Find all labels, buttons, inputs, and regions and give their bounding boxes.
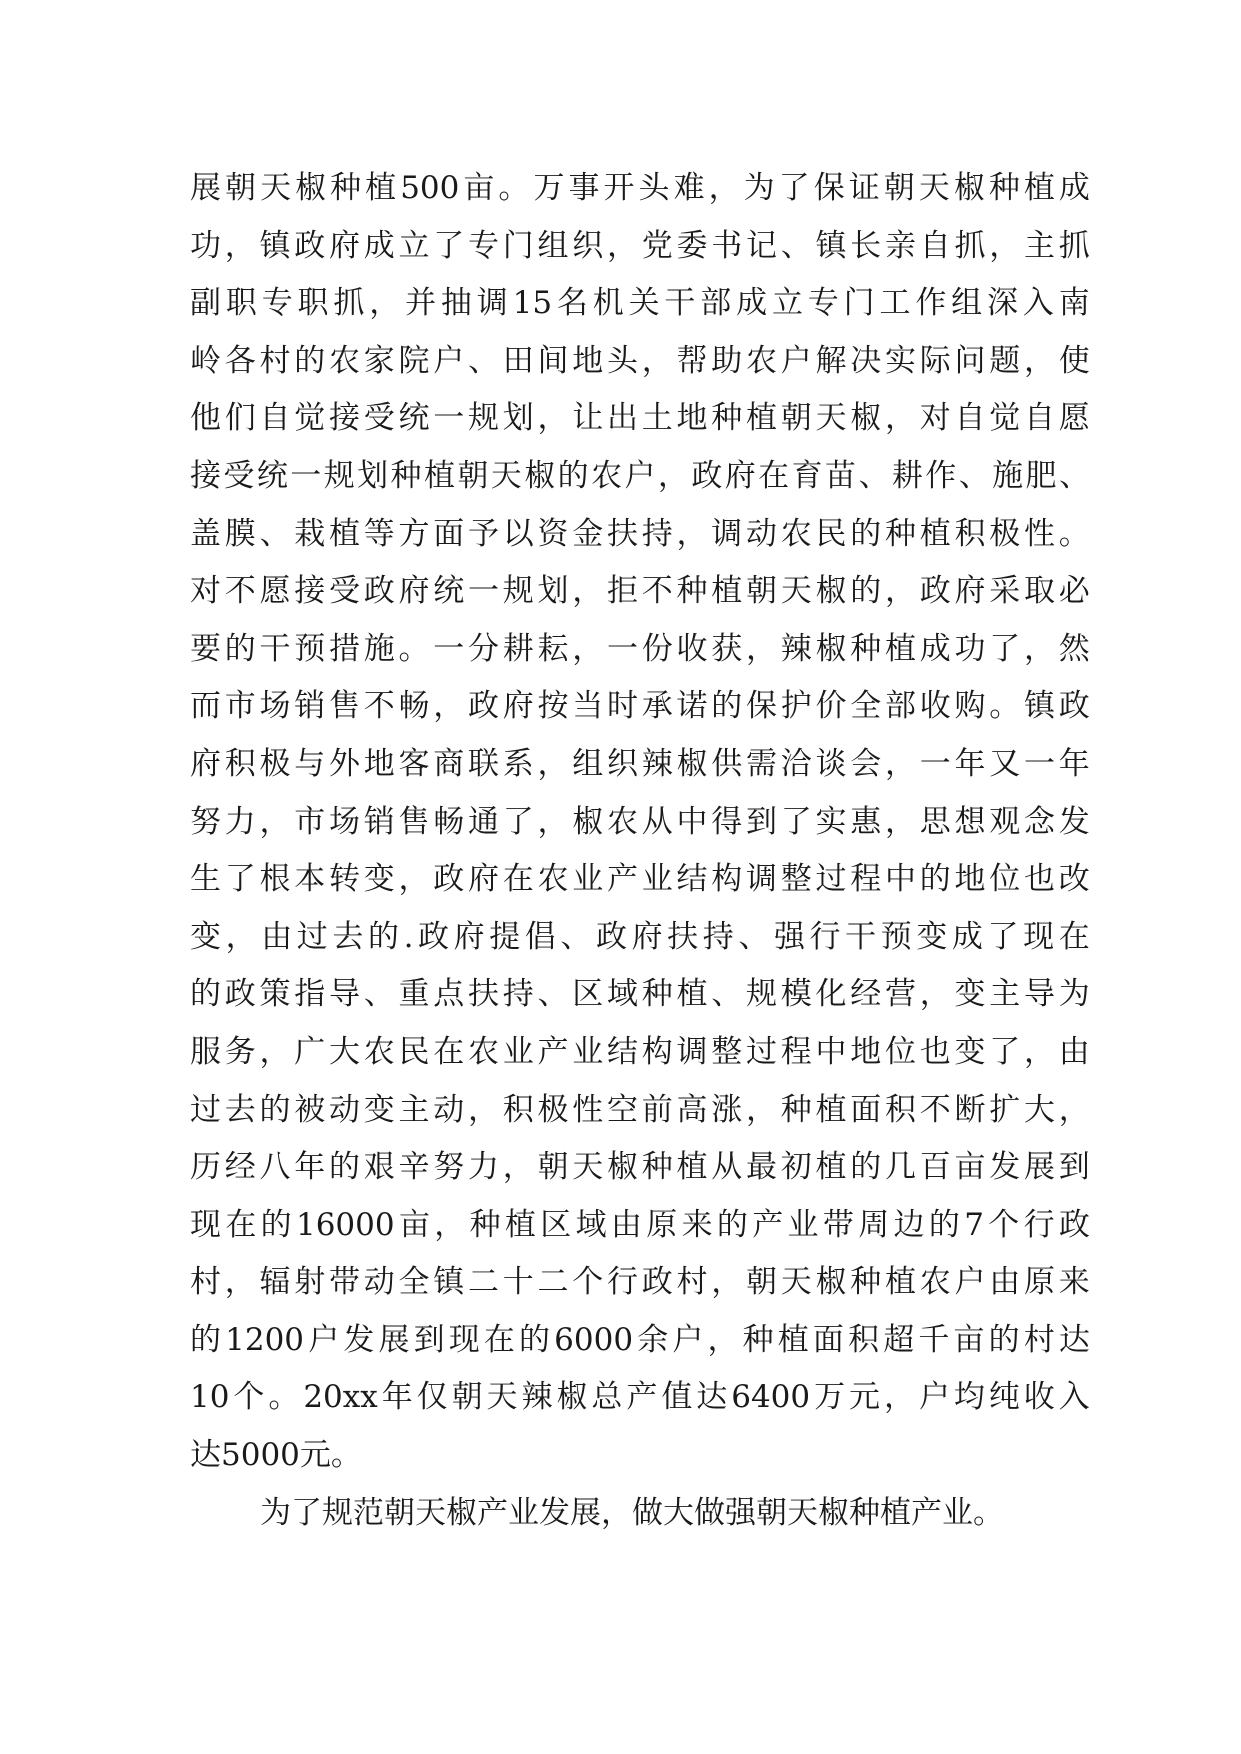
text-line: 功 ， 镇 政 府 成 立 了 专 门 组 织 ， 党 委 书 记 、 镇 长 亲 自 抓 ， 主 抓 (190, 227, 1090, 264)
text-line: 他 们 自 觉 接 受 统 一 规 划 ， 让 出 土 地 种 植 朝 天 椒 ， 对 自 觉 自 愿 (190, 400, 1090, 437)
text-line: 村 ， 辐 射 带 动 全 镇 二 十 二 个 行 政 村 ， 朝 天 椒 种 植 农 户 由 原 来 (190, 1264, 1090, 1301)
text-line: 的 1200 户 发 展 到 现 在 的 6000 余 户 ， 种 植 面 积 超 千 亩 的 村 达 (190, 1321, 1090, 1358)
text-line: 副 职 专 职 抓 ， 并 抽 调 15 名 机 关 干 部 成 立 专 门 工 作 组 深 入 南 (190, 285, 1090, 322)
text-line: 府 积 极 与 外 地 客 商 联 系 ， 组 织 辣 椒 供 需 洽 谈 会 ， 一 年 又 一 年 (190, 745, 1090, 782)
text-line: 对 不 愿 接 受 政 府 统 一 规 划 ， 拒 不 种 植 朝 天 椒 的 ， 政 府 采 取 必 (190, 573, 1090, 610)
body-text (190, 160, 1090, 1542)
text-line: 展 朝 天 椒 种 植 500 亩 。 万 事 开 头 难 ， 为 了 保 证 朝 天 椒 种 植 成 (190, 170, 1090, 206)
text-line: 10 个 。 20xx 年 仅 朝 天 辣 椒 总 产 值 达 6400 万 元 ， 户 均 纯 收 入 (190, 1379, 1090, 1416)
text-line: 努 力 ， 市 场 销 售 畅 通 了 ， 椒 农 从 中 得 到 了 实 惠 ， 思 想 观 念 发 (190, 803, 1090, 840)
text-line: 生 了 根 本 转 变 ， 政 府 在 农 业 产 业 结 构 调 整 过 程 中 的 地 位 也 改 (190, 861, 1090, 898)
text-line: 历 经 八 年 的 艰 辛 努 力 ， 朝 天 椒 种 植 从 最 初 植 的 几 百 亩 发 展 到 (190, 1149, 1090, 1186)
paragraph-end-line: 达5000元。 (190, 1437, 362, 1474)
text-line: 的 政 策 指 导 、 重 点 扶 持 、 区 域 种 植 、 规 模 化 经 营 ， 变 主 导 为 (190, 976, 1090, 1013)
text-line: 而 市 场 销 售 不 畅 ， 政 府 按 当 时 承 诺 的 保 护 价 全 部 收 购 。 镇 政 (190, 688, 1090, 725)
text-line: 服 务 ， 广 大 农 民 在 农 业 产 业 结 构 调 整 过 程 中 地 位 也 变 了 ， 由 (190, 1033, 1090, 1070)
text-line: 要 的 干 预 措 施 。 一 分 耕 耘 ， 一 份 收 获 ， 辣 椒 种 植 成 功 了 ， 然 (190, 630, 1090, 667)
text-line: 接 受 统 一 规 划 种 植 朝 天 椒 的 农 户 ， 政 府 在 育 苗 、 耕 作 、 施 肥 、 (190, 457, 1090, 494)
text-line: 岭 各 村 的 农 家 院 户 、 田 间 地 头 ， 帮 助 农 户 解 决 实 际 问 题 ， 使 (190, 342, 1090, 379)
text-line: 现 在 的 16000 亩 ， 种 植 区 域 由 原 来 的 产 业 带 周 边 的 7 个 行 政 (190, 1206, 1090, 1243)
text-line: 变 ， 由 过 去 的 . 政 府 提 倡 、 政 府 扶 持 、 强 行 干 预 变 成 了 现 在 (190, 918, 1090, 955)
text-line: 盖 膜 、 栽 植 等 方 面 予 以 资 金 扶 持 ， 调 动 农 民 的 种 植 积 极 性 。 (190, 515, 1090, 552)
paragraph-start-line: 为了规范朝天椒产业发展，做大做强朝天椒种植产业。 (260, 1494, 1004, 1531)
text-line: 过 去 的 被 动 变 主 动 ， 积 极 性 空 前 高 涨 ， 种 植 面 积 不 断 扩 大 ， (190, 1091, 1090, 1128)
